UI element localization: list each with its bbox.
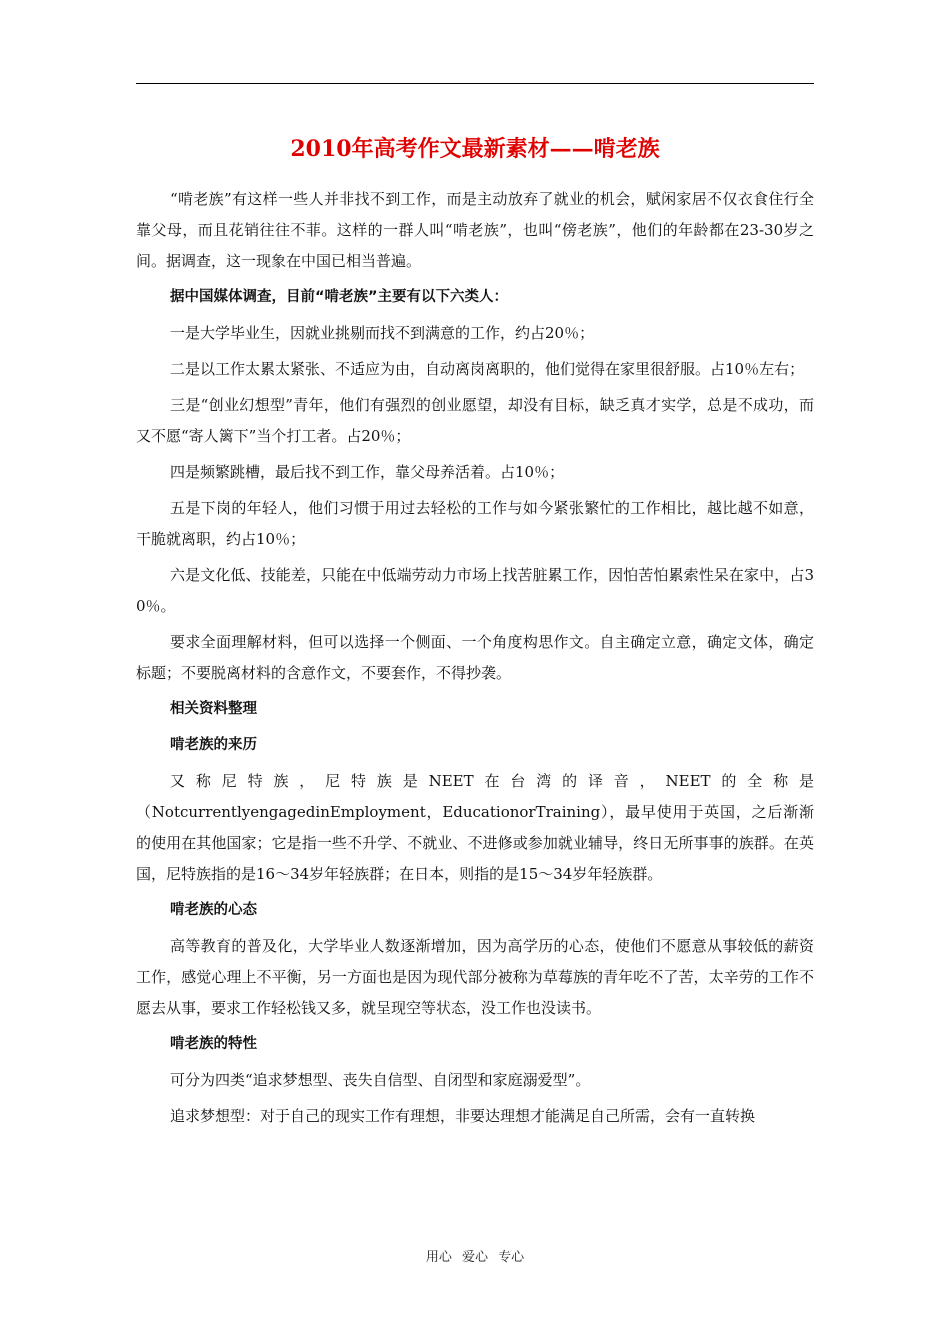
paragraph-requirements: 要求全面理解材料，但可以选择一个侧面、一个角度构思作文。自主确定立意，确定文体，确定标题；不要脱离材料的含意作文，不要套作，不得抄袭。 bbox=[136, 633, 814, 682]
heading-mentality: 啃老族的心态 bbox=[170, 902, 257, 918]
document-title: 2010年高考作文最新素材——啃老族 bbox=[290, 136, 660, 162]
heading-characteristics: 啃老族的特性 bbox=[170, 1036, 257, 1052]
paragraph-mentality: 高等教育的普及化，大学毕业人数逐渐增加，因为高学历的心态，使他们不愿意从事较低的薪资工作，感觉心理上不平衡，另一方面也是因为现代部分被称为草莓族的青年吃不了苦，太辛劳的工作不愿去从事，要求工作轻松钱又多，就呈现空等状态，没工作也没读书。 bbox=[136, 937, 814, 1017]
list-item-type-4: 四是频繁跳槽，最后找不到工作，靠父母养活着。占10％； bbox=[170, 463, 565, 481]
list-item-type-6: 六是文化低、技能差，只能在中低端劳动力市场上找苦脏累工作，因怕苦怕累索性呆在家中，占30％。 bbox=[136, 566, 814, 615]
document-body bbox=[136, 184, 814, 1137]
paragraph-origin-line1: 又称尼特族，尼特族是NEET在台湾的译音，NEET的全称是 bbox=[170, 772, 814, 790]
header-rule bbox=[136, 83, 814, 84]
paragraph-origin-rest: （NotcurrentlyengagedinEmployment，EducationorTraining），最早使用于英国，之后渐渐的使用在其他国家；它是指一些不升学、不就业、不进修或参加就业辅导，终日无所事事的族群。在英国，尼特族指的是16～34岁年轻族群；在日本，则指的是15～34岁年轻族群。 bbox=[136, 803, 814, 883]
paragraph-four-types: 可分为四类“追求梦想型、丧失自信型、自闭型和家庭溺爱型”。 bbox=[170, 1071, 591, 1089]
list-item-type-2: 二是以工作太累太紧张、不适应为由，自动离岗离职的，他们觉得在家里很舒服。占10％左右； bbox=[170, 360, 805, 378]
heading-survey: 据中国媒体调查，目前“啃老族”主要有以下六类人： bbox=[170, 289, 509, 305]
heading-origin: 啃老族的来历 bbox=[170, 737, 257, 753]
page-footer: 用心 爱心 专心 bbox=[425, 1250, 525, 1265]
paragraph-dream-type: 追求梦想型：对于自己的现实工作有理想，非要达理想才能满足自己所需，会有一直转换 bbox=[170, 1107, 756, 1125]
heading-related-material: 相关资料整理 bbox=[170, 701, 257, 717]
paragraph-intro: “啃老族”有这样一些人并非找不到工作，而是主动放弃了就业的机会，赋闲家居不仅衣食住行全靠父母，而且花销往往不菲。这样的一群人叫“啃老族”，也叫“傍老族”，他们的年龄都在23-30岁之间。据调查，这一现象在中国已相当普遍。 bbox=[136, 190, 814, 270]
list-item-type-3: 三是“创业幻想型”青年，他们有强烈的创业愿望，却没有目标，缺乏真才实学，总是不成功，而又不愿“寄人篱下”当个打工者。占20％； bbox=[136, 396, 814, 445]
list-item-type-1: 一是大学毕业生，因就业挑剔而找不到满意的工作，约占20％； bbox=[170, 324, 595, 342]
list-item-type-5: 五是下岗的年轻人，他们习惯于用过去轻松的工作与如今紧张繁忙的工作相比，越比越不如意，干脆就离职，约占10％； bbox=[136, 499, 814, 548]
